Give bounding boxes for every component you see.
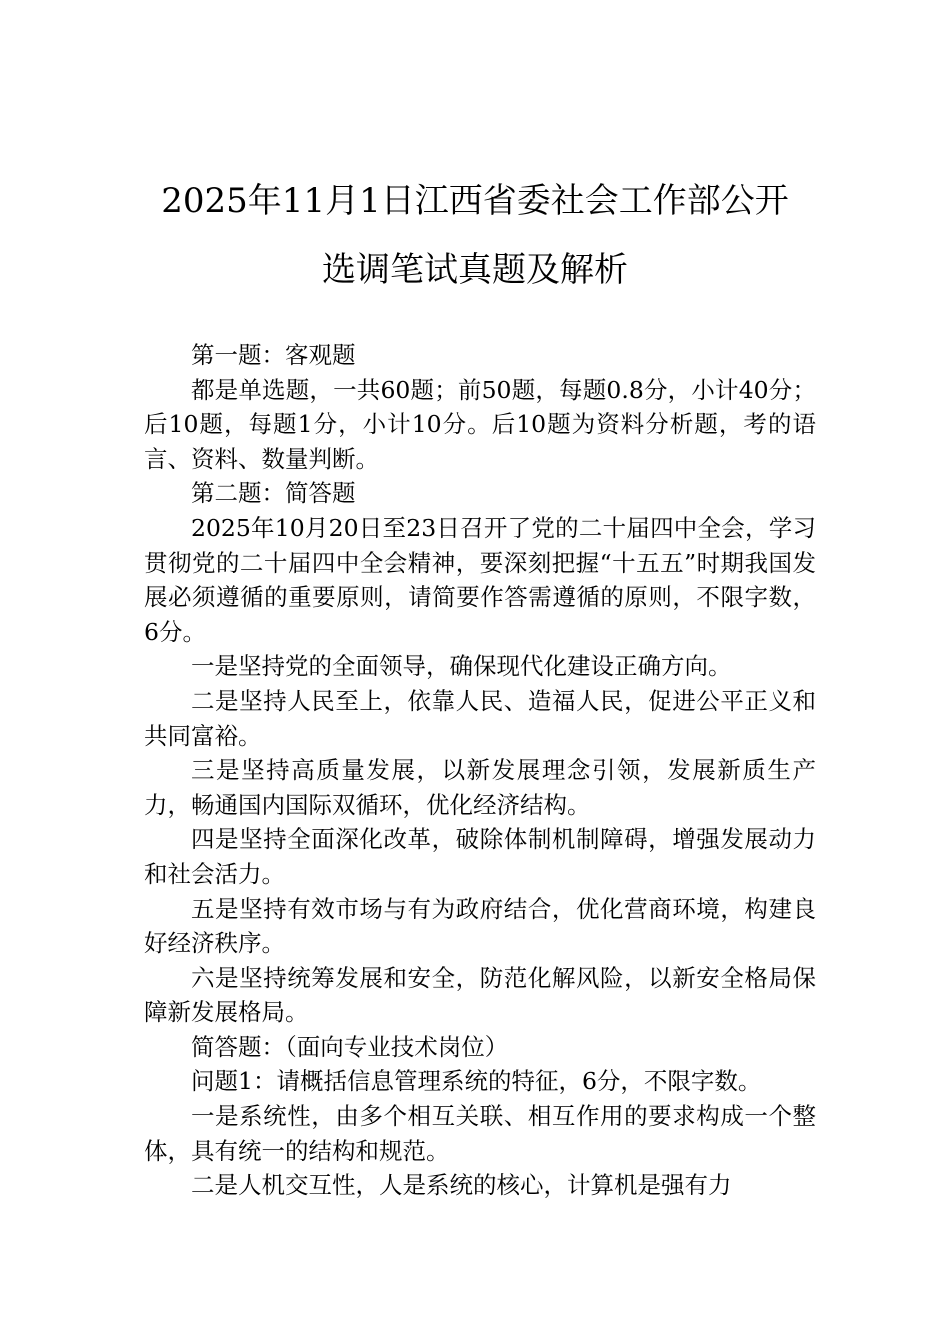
section-heading-technical: 简答题：（面向专业技术岗位） bbox=[191, 1032, 509, 1061]
answer-point: 一是坚持党的全面领导，确保现代化建设正确方向。 bbox=[191, 652, 732, 681]
answer-point: 一是系统性，由多个相互关联、相互作用的要求构成一个整体，具有统一的结构和规范。 bbox=[144, 1102, 816, 1165]
document-title-line-1: 2025年11月1日江西省委社会工作部公开 bbox=[161, 181, 789, 221]
answer-point: 二是坚持人民至上，依靠人民、造福人民，促进公平正义和共同富裕。 bbox=[144, 686, 816, 750]
answer-point: 四是坚持全面深化改革，破除体制机制障碍，增强发展动力和社会活力。 bbox=[144, 825, 816, 888]
answer-point: 二是人机交互性，人是系统的核心，计算机是强有力 bbox=[191, 1171, 732, 1200]
answer-point: 五是坚持有效市场与有为政府结合，优化营商环境，构建良好经济秩序。 bbox=[144, 894, 816, 958]
question: 问题1：请概括信息管理系统的特征，6分，不限字数。 bbox=[191, 1067, 762, 1096]
answer-point: 六是坚持统筹发展和安全，防范化解风险，以新安全格局保障新发展格局。 bbox=[144, 963, 816, 1027]
document-title-line-2: 选调笔试真题及解析 bbox=[322, 250, 628, 290]
section-heading-short-answer: 第二题：简答题 bbox=[191, 479, 356, 508]
section-heading-objective: 第一题：客观题 bbox=[191, 341, 356, 369]
paragraph: 都是单选题，一共60题；前50题，每题0.8分，小计40分；后10题，每题1分，小计10分。后10题为资料分析题，考的语言、资料、数量判断。 bbox=[144, 375, 816, 473]
paragraph: 2025年10月20日至23日召开了党的二十届四中全会，学习贯彻党的二十届四中全会精神，要深刻把握“十五五”时期我国发展必须遵循的重要原则，请简要作答需遵循的原则，不限字数，6分。 bbox=[144, 513, 816, 646]
document-body bbox=[144, 338, 816, 1203]
answer-point: 三是坚持高质量发展，以新发展理念引领，发展新质生产力，畅通国内国际双循环，优化经济结构。 bbox=[144, 756, 816, 819]
